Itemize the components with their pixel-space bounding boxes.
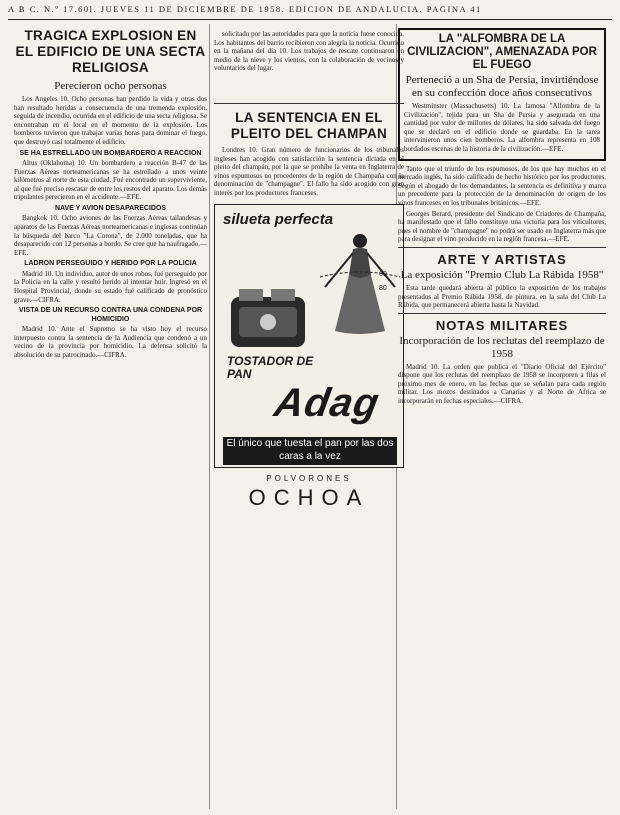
expo-body: Esta tarde quedará abierta al público la exposición de los trabajos presentados al Premio Rábida 1958, de pintura, en la sala del Club La Rábida, que permanecerá abierta hasta la Navidad.	[398, 283, 606, 310]
carpet-headline: LA "ALFOMBRA DE LA CIVILIZACION", AMENAZADA POR EL FUEGO	[407, 33, 597, 71]
continued-body: solicitado por las autoridades para que la noticia fuese conocida. Los habitantes del barrio recibieron con alegría la noticia. Ocurrido en la mañana del día 10. Los trabajos de rescate continuaron en medio de la nieve y los vientos, con la colaboración de vecinos y voluntarios del lugar.	[214, 30, 404, 73]
ship-headline: NAVE Y AVION DESAPARECIDOS	[54, 204, 167, 212]
divider	[398, 247, 606, 248]
expo-title: La exposición "Premio Club La Rábida 1958"	[400, 268, 604, 281]
arts-section-title: ARTE Y ARTISTAS	[437, 251, 567, 267]
column-rule-1	[209, 24, 210, 809]
divider	[214, 103, 404, 104]
bomber-body: Altus (Oklahoma) 10. Un bombardero a reacción B-47 de las Fuerzas Aéreas norteamericanas se ha estrellado a unos veinte kilómetros al norte de esta ciudad. Fué encontrado un superviviente, al que fué preciso rescatar de entre los restos del aparato. Los demás tripulantes perecieron en el accidente.—EFE.	[14, 158, 207, 202]
explosion-headline: TRAGICA EXPLOSION EN EL EDIFICIO DE UNA SECTA RELIGIOSA	[15, 28, 206, 75]
appeal-body: Madrid 10. Ante el Supremo se ha visto hoy el recurso interpuesto contra la sentencia de la Audiencia que condenó a un vecino de la provincia por homicidio. La defensa solicitó la absolución de su patrocinado.—CIFRA.	[14, 324, 207, 359]
masthead: A B C. N.º 17.60l. JUEVES 11 DE DICIEMBRE DE 1958. EDICION DE ANDALUCIA. PAGINA 41	[8, 4, 482, 14]
carpet-subhead: Perteneció a un Sha de Persia, invirtiéndose en su confección doce años consecutivos	[405, 74, 599, 99]
column-1	[14, 24, 207, 809]
appeal-headline: VISTA DE UN RECURSO CONTRA UNA CONDENA POR HOMICIDIO	[18, 307, 203, 323]
military-body: Madrid 10. La orden que publica el "Diario Oficial del Ejército" dispone que los reclutas del reemplazo de 1958 se incorporen a filas el próximo mes de enero, en las fechas que se señalan para cada región militar. Los mozos destinados a Canarias y al Norte de Africa se incorporarán en fechas especiales.—CIFRA.	[398, 362, 606, 406]
explosion-subhead: Perecieron ocho personas	[54, 80, 167, 92]
champagne-continued: Tanto que el triunfo de los espumosos, de los que hay muchos en el mercado inglés, ha sido calificado de hecho histórico por los productores. Según el abogado de los demandantes, la sentencia es definitiva y marca un precedente para la protección de la denominación de origen de los vinos franceses en los tribunales británicos.—EFE.	[398, 164, 606, 207]
thief-headline: LADRON PERSEGUIDO Y HERIDO POR LA POLICIA	[24, 260, 197, 268]
carpet-body: Westminster (Massachusetts) 10. La famosa "Alfombra de la Civilización", tejida para un Sha de Persia y asegurada en una cantidad por valor de millones de dólares, ha sido salvada del fuego que se declaró en el edificio donde se guardaba. En la tarea intervinieron unos cien bomberos. La alfombra representa en 108 bordados escenas de la historia de la civilización.—EFE.	[404, 102, 600, 153]
divider	[398, 313, 606, 314]
column-2	[214, 24, 404, 809]
carpet-box	[398, 28, 606, 161]
masthead-rule	[8, 19, 612, 20]
thief-body: Madrid 10. Un individuo, autor de unos robos, fué perseguido por la Policía en la calle y resultó herido al intentar huir. Ingresó en el Hospital Provincial, donde su estado fué calificado de pronóstico grave.—CIFRA.	[14, 269, 207, 304]
ad-product: TOSTADOR DE PAN	[227, 353, 314, 381]
woman-silhouette-icon	[315, 227, 404, 337]
column-3	[398, 24, 606, 809]
ship-body: Bangkok 10. Ocho aviones de las Fuerzas Aéreas tailandesas y aparatos de las Fuerzas Aéreas norteamericanas e inglesas continúan la búsqueda del barco "La Corona", de 2.000 toneladas, que ha desaparecido con 12 personas a bordo. Se cree que ha naufragado.—EFE.	[14, 214, 207, 257]
ad-tagline: silueta perfecta	[223, 210, 334, 228]
explosion-body: Los Angeles 10. Ocho personas han perdido la vida y otras dos han resultado heridas a consecuencia de una tremenda explosión, seguida de incendio, ocurrida en el edificio de una secta religiosa. Se encontraban en el local en el momento de la explosión. Los bomberos tuvieron que trabajar varias horas para dominar el fuego, que destruyó casi totalmente el edificio.	[14, 95, 207, 146]
ad-slogan: El único que tuesta el pan por las dos caras a la vez	[223, 437, 397, 465]
military-section-title: NOTAS MILITARES	[435, 317, 569, 333]
ad-measure-2: 80	[379, 284, 387, 292]
toaster-ad	[214, 204, 404, 468]
polvorones-label: POLVORONES	[266, 473, 352, 483]
toaster-icon	[225, 285, 313, 353]
champagne-headline: LA SENTENCIA EN EL PLEITO DEL CHAMPAN	[230, 109, 388, 141]
bomber-headline: SE HA ESTRELLADO UN BOMBARDERO A REACCION	[19, 149, 202, 157]
ad-measure-1: 60	[379, 270, 387, 278]
champagne-body: Londres 10. Gran número de funcionarios de los tribunales ingleses han acogido con satisfacción la sentencia dictada en el pleito del champán, por la que se prohíbe la venta en Inglaterra de vinos espumosos no procedentes de la región de Champaña con la denominación de "champagne". El fallo ha sido acogido con gran interés por los productores franceses.	[214, 145, 404, 197]
military-title: Incorporación de los reclutas del reemplazo de 1958	[399, 334, 605, 360]
champagne-continued-2: Georges Berard, presidente del Sindicato de Criadores de Champaña, ha manifestado que el fallo constituye una victoria para los viticultores, pues el nombre de "champagne" no podrá ser usado en Inglaterra más que para designar el vino producido en la región francesa.—EFE.	[398, 209, 606, 244]
ochoa-brand: OCHOA	[248, 484, 370, 510]
ad-brand: Adag	[271, 380, 383, 425]
